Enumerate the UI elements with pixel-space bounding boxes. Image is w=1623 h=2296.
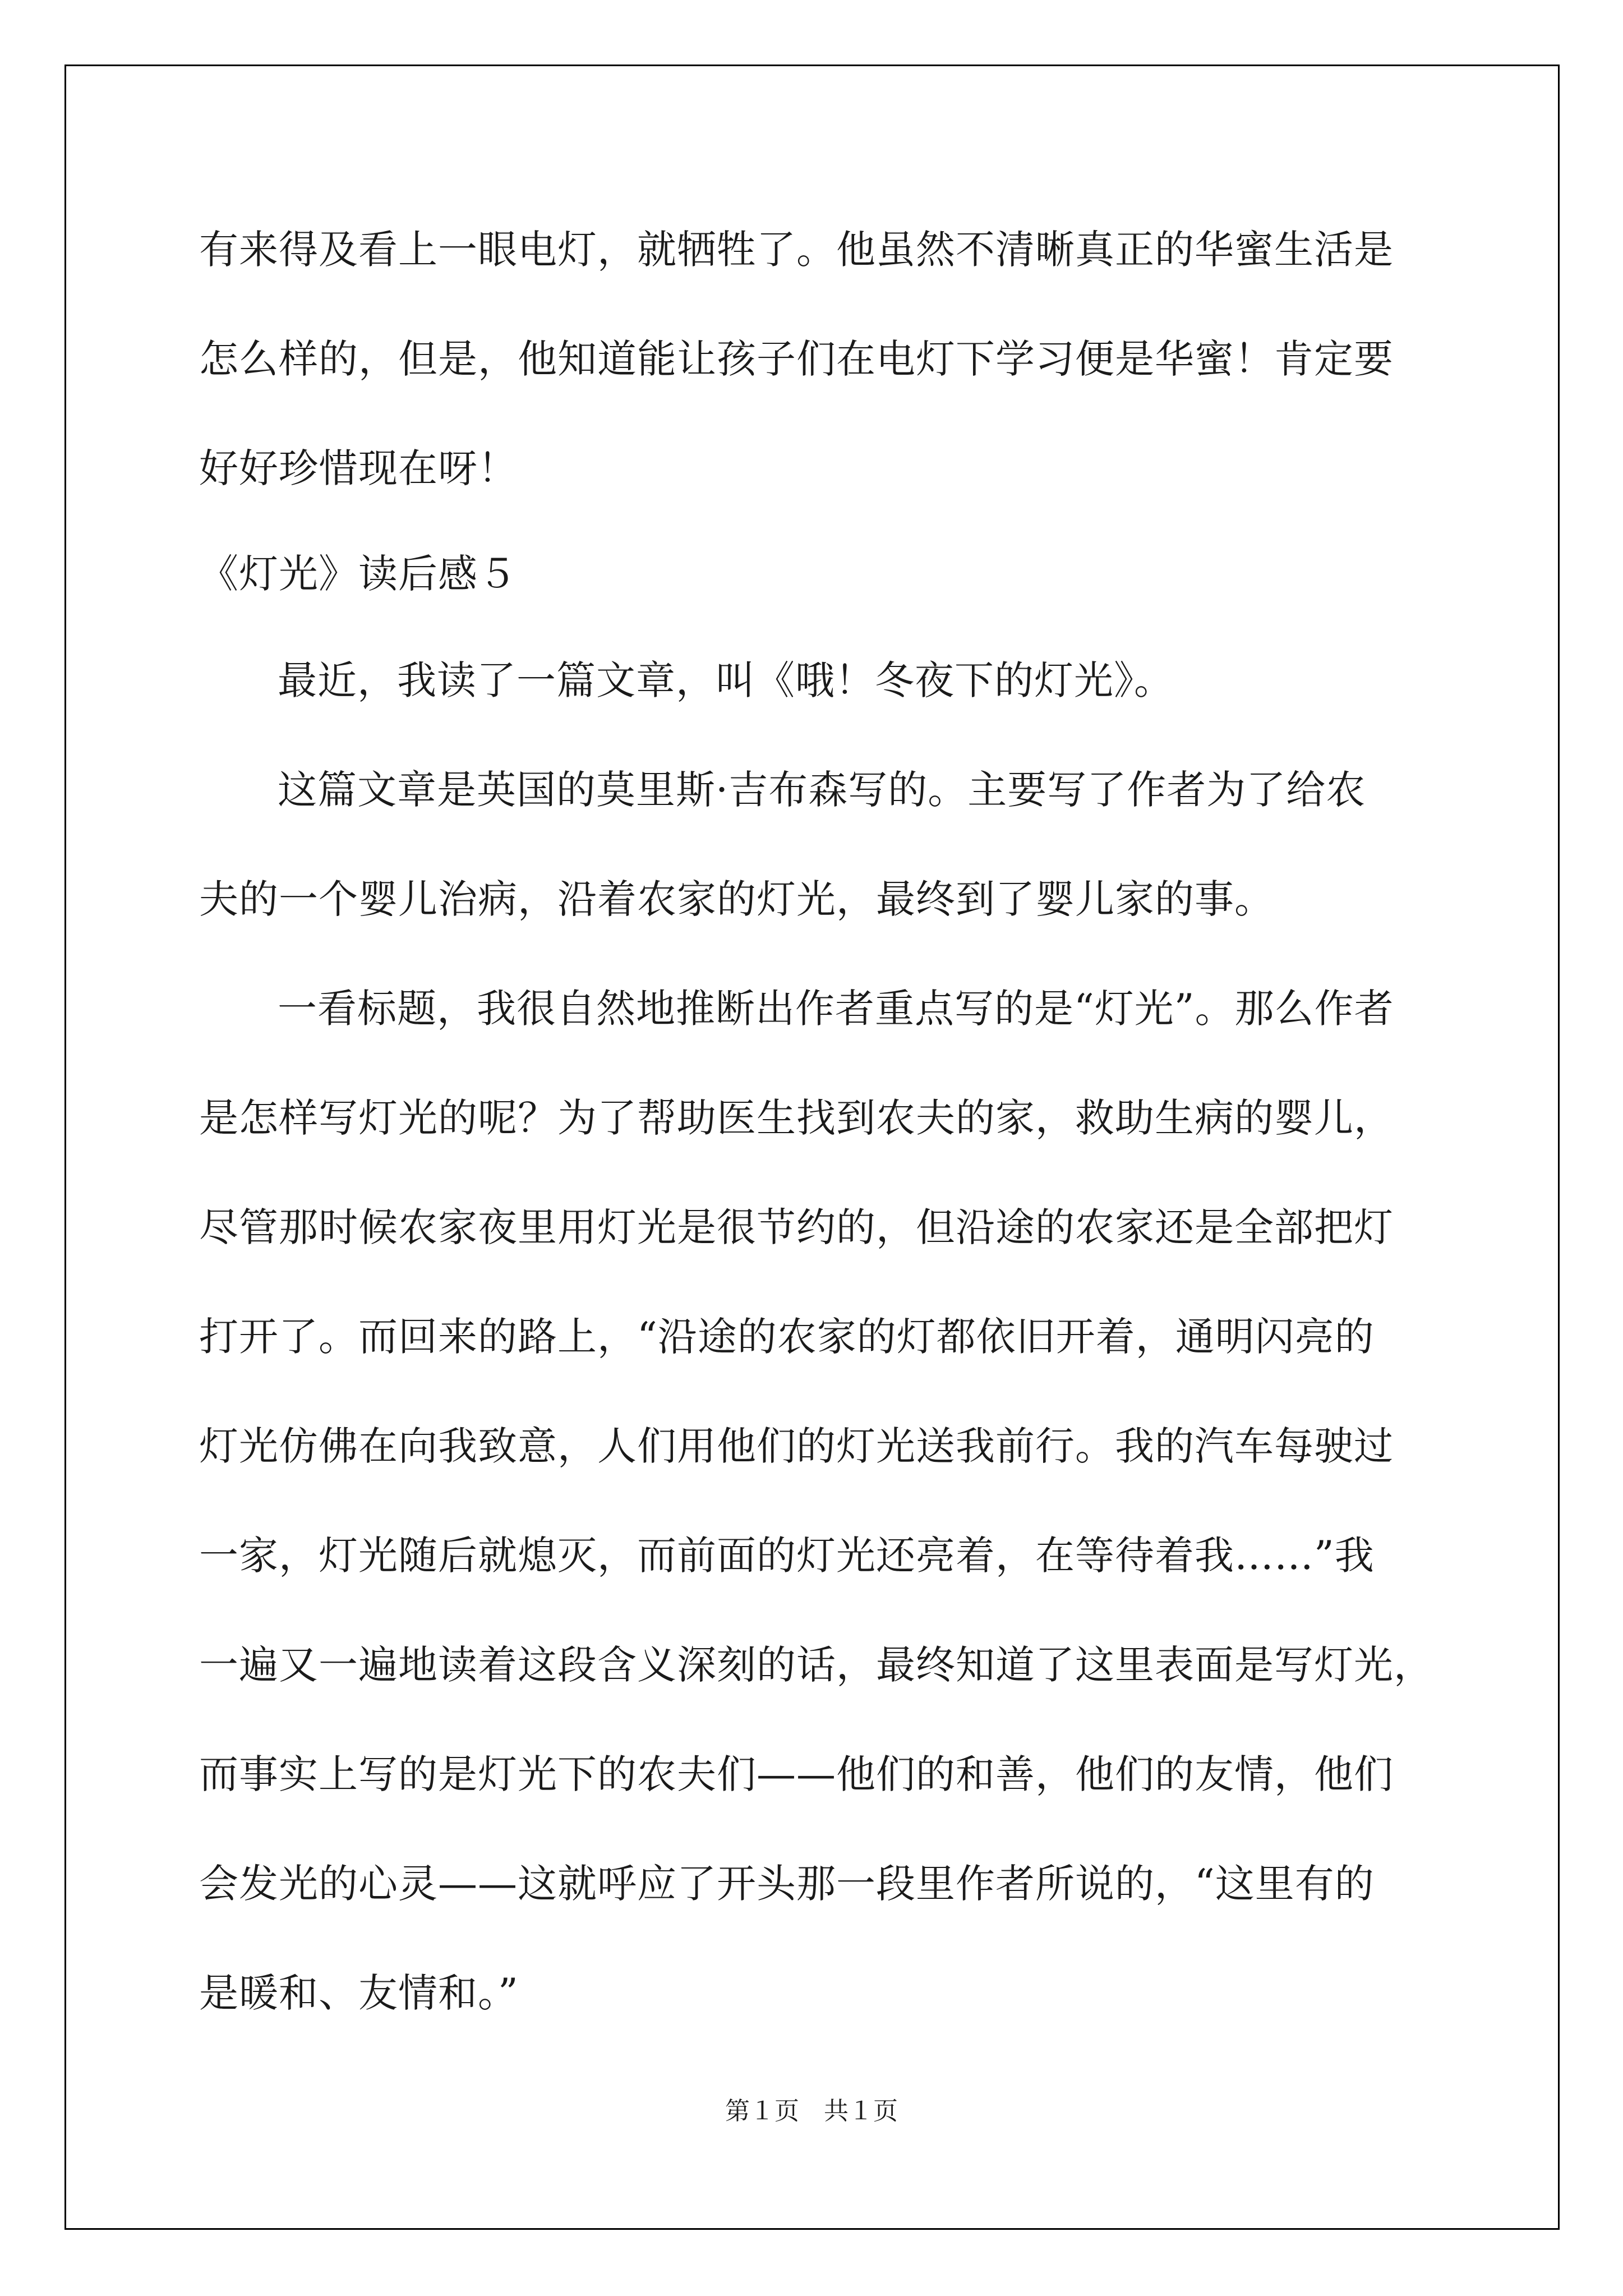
text-line: 会发光的心灵——这就呼应了开头那一段里作者所说的，“这里有的 bbox=[199, 1861, 1375, 1907]
text-line: 夫的一个婴儿治病，沿着农家的灯光，最终到了婴儿家的事。 bbox=[199, 876, 1274, 922]
text-line: 而事实上写的是灯光下的农夫们——他们的和善，他们的友情，他们 bbox=[199, 1751, 1394, 1797]
text-line: 这篇文章是英国的莫里斯·吉布森写的。主要写了作者为了给农 bbox=[278, 767, 1366, 813]
text-line: 是暖和、友情和。” bbox=[199, 1970, 519, 2016]
text-line: 好好珍惜现在呀！ bbox=[199, 445, 518, 491]
text-line: 怎么样的，但是，他知道能让孩子们在电灯下学习便是华蜜！肯定要 bbox=[199, 336, 1394, 382]
page-number-footer: 第１页 共１页 bbox=[725, 2097, 898, 2125]
text-line: 打开了。而回来的路上，“沿途的农家的灯都依旧开着，通明闪亮的 bbox=[199, 1314, 1375, 1360]
text-line: 尽管那时候农家夜里用灯光是很节约的，但沿途的农家还是全部把灯 bbox=[199, 1204, 1394, 1250]
text-line: 有来得及看上一眼电灯，就牺牲了。他虽然不清晰真正的华蜜生活是 bbox=[199, 227, 1394, 273]
section-heading: 《灯光》读后感５ bbox=[199, 551, 518, 597]
text-line: 是怎样写灯光的呢？为了帮助医生找到农夫的家，救助生病的婴儿， bbox=[199, 1095, 1394, 1141]
text-line: 灯光仿佛在向我致意，人们用他们的灯光送我前行。我的汽车每驶过 bbox=[199, 1423, 1394, 1469]
text-line: 一遍又一遍地读着这段含义深刻的话，最终知道了这里表面是写灯光， bbox=[199, 1642, 1433, 1688]
text-line: 一家，灯光随后就熄灭，而前面的灯光还亮着，在等待着我……”我 bbox=[199, 1533, 1375, 1579]
text-line: 最近，我读了一篇文章，叫《哦！冬夜下的灯光》。 bbox=[278, 657, 1174, 703]
text-line: 一看标题，我很自然地推断出作者重点写的是“灯光”。那么作者 bbox=[278, 986, 1394, 1032]
